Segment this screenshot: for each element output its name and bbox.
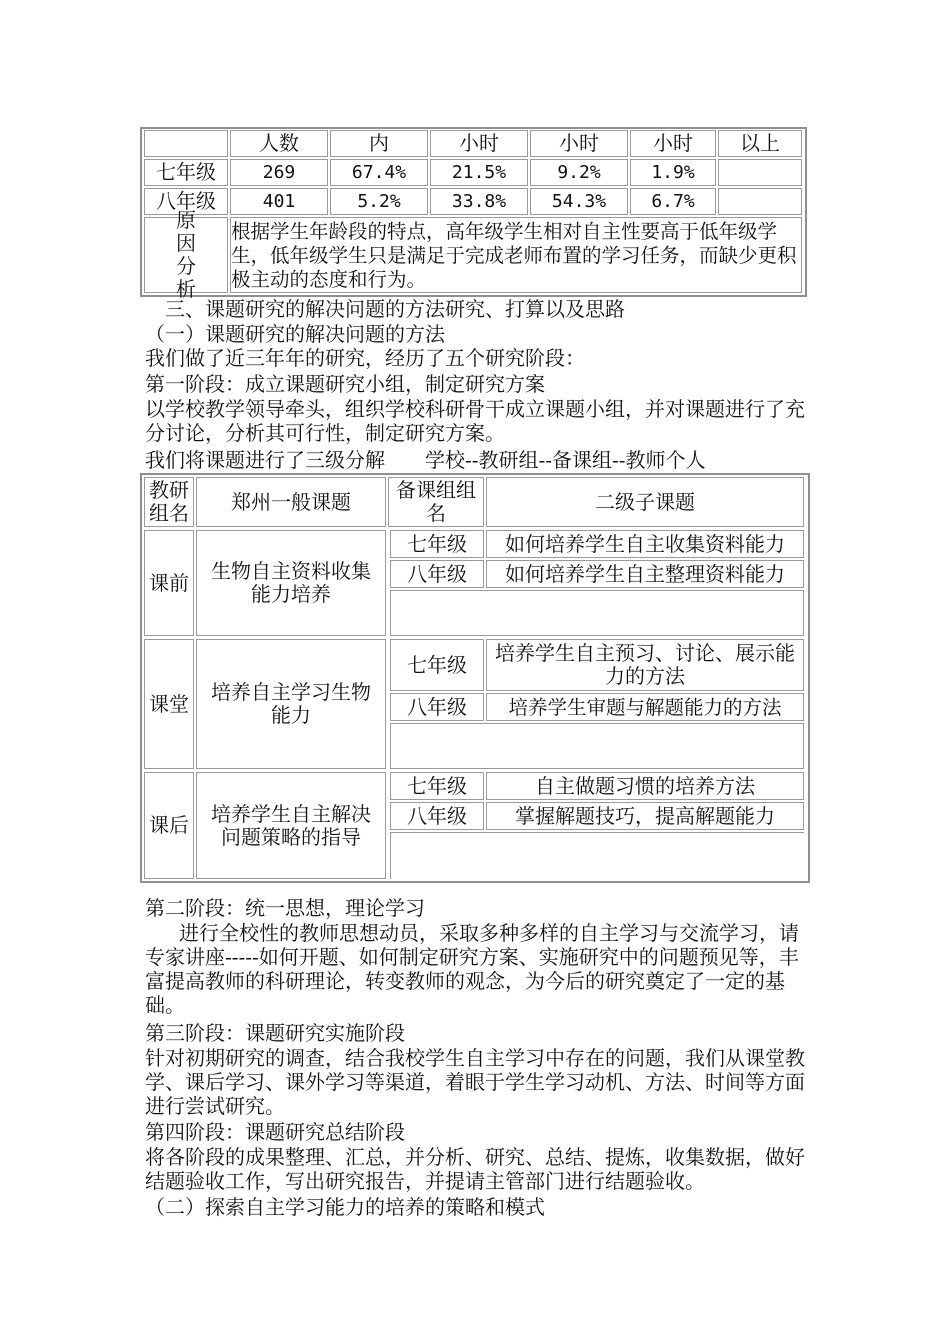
subsection1-title: （一）课题研究的解决问题的方法: [145, 322, 445, 346]
table2-topic-cell: [196, 772, 386, 879]
table2-grade-cell: 七年级: [390, 530, 484, 558]
analysis-text: 根据学生年龄段的特点，高年级学生相对自主性要高于低年级学生，低年级学生只是满足于完成老师布置的学习任务，而缺少更积极主动的态度和行为。: [231, 220, 797, 291]
table1-data-cell: 21.5%: [430, 159, 528, 186]
table2-header-text: 备课组组名: [396, 478, 476, 525]
table1-data-cell: 9.2%: [530, 159, 628, 186]
table1-grade-cell: 八年级: [144, 188, 228, 215]
table2-topic-cell: [196, 530, 386, 636]
table2-subtopic-cell: 培养学生审题与解题能力的方法: [486, 693, 804, 721]
stage4-title: 第四阶段：课题研究总结阶段: [145, 1120, 405, 1144]
table2-grade-cell: 七年级: [390, 772, 484, 800]
table1-data-cell: 54.3%: [530, 188, 628, 215]
table1-header-cell: 人数: [230, 130, 328, 157]
table2-subtopic-cell: 掌握解题技巧，提高解题能力: [486, 802, 804, 830]
table1-data-cell: [718, 188, 802, 215]
subsection2-title: （二）探索自主学习能力的培养的策略和模式: [145, 1195, 545, 1219]
table2-header-topic: 郑州一般课题: [196, 477, 386, 527]
table2-header-prep: [388, 477, 484, 527]
table2-header-subtopic: 二级子课题: [486, 477, 804, 527]
table1-data-cell: 401: [230, 188, 328, 215]
table2-subtopic-cell: 自主做题习惯的培养方法: [486, 772, 804, 800]
table2-group-cell: 课后: [144, 772, 194, 879]
table1-data-cell: 67.4%: [330, 159, 428, 186]
table2-topic-text: 生物自主资料收集能力培养: [211, 559, 371, 606]
table2-grade-cell: 八年级: [390, 560, 484, 588]
intro-line: 我们做了近三年年的研究，经历了五个研究阶段：: [145, 346, 585, 370]
table1-data-cell: 6.7%: [630, 188, 716, 215]
table1-data-cell: 1.9%: [630, 159, 716, 186]
table2-topic-cell: [196, 639, 386, 769]
table1-header-cell: 小时: [530, 130, 628, 157]
table1-header-cell: 以上: [718, 130, 802, 157]
table2-group-cell: 课前: [144, 530, 194, 636]
table2-empty-cell: [390, 590, 804, 636]
table1-header-cell: 内: [330, 130, 428, 157]
stage2-title: 第二阶段：统一思想，理论学习: [145, 896, 425, 920]
table1-header-cell: 小时: [630, 130, 716, 157]
table2-header-group: [144, 477, 194, 527]
table2-group-cell: 课堂: [144, 639, 194, 769]
table2-subtopic-cell: 如何培养学生自主收集资料能力: [486, 530, 804, 558]
section3-title: 三、课题研究的解决问题的方法研究、打算以及思路: [165, 297, 625, 321]
table2-topic-text: 培养自主学习生物能力: [211, 680, 371, 727]
table1-grade-cell: 七年级: [144, 159, 228, 186]
table2-grade-cell: 八年级: [390, 802, 484, 830]
analysis-label: [144, 208, 228, 301]
stage2-text: 进行全校性的教师思想动员，采取多种多样的自主学习与交流学习，请专家讲座-----如何开题、如何制定研究方案、实施研究中的问题预见等，丰富提高教师的科研理论，转变教师的观念，为今后的研究奠定了一定的基础。: [145, 921, 799, 1017]
table1-header-cell: 小时: [430, 130, 528, 157]
table2-grade-cell: 七年级: [390, 639, 484, 691]
stage3-text: 针对初期研究的调查，结合我校学生自主学习中存在的问题，我们从课堂教学、课后学习、课外学习等渠道，着眼于学生学习动机、方法、时间等方面进行尝试研究。: [145, 1046, 805, 1118]
stage4-text: 将各阶段的成果整理、汇总，并分析、研究、总结、提炼，收集数据，做好结题验收工作，写出研究报告，并提请主管部门进行结题验收。: [145, 1145, 805, 1193]
table2-subtopic-cell: [486, 639, 804, 691]
table2-empty-cell: [390, 832, 804, 879]
stage1-title: 第一阶段：成立课题研究小组，制定研究方案: [145, 372, 545, 396]
table1-data-cell: [718, 159, 802, 186]
stage3-title: 第三阶段：课题研究实施阶段: [145, 1021, 405, 1045]
table1-header-cell: [144, 130, 228, 157]
table2-header-text: 教研组名: [149, 478, 189, 525]
levels-line: 我们将课题进行了三级分解 学校--教研组--备课组--教师个人: [145, 448, 706, 472]
table1-data-cell: 269: [230, 159, 328, 186]
table2-subtopic-cell: 如何培养学生自主整理资料能力: [486, 560, 804, 588]
table1-data-cell: 5.2%: [330, 188, 428, 215]
table2-topic-text: 培养学生自主解决问题策略的指导: [211, 801, 371, 849]
stage1-text: 以学校教学领导牵头，组织学校科研骨干成立课题小组，并对课题进行了充分讨论，分析其可行性，制定研究方案。: [145, 397, 805, 445]
table2-grade-cell: 八年级: [390, 693, 484, 721]
analysis-label-text: 原因分析: [176, 208, 196, 301]
table2-empty-cell: [390, 723, 804, 769]
table2-subtopic-text: 培养学生自主预习、讨论、展示能力的方法: [495, 641, 795, 688]
analysis-text-cell: [230, 217, 802, 293]
table1-data-cell: 33.8%: [430, 188, 528, 215]
